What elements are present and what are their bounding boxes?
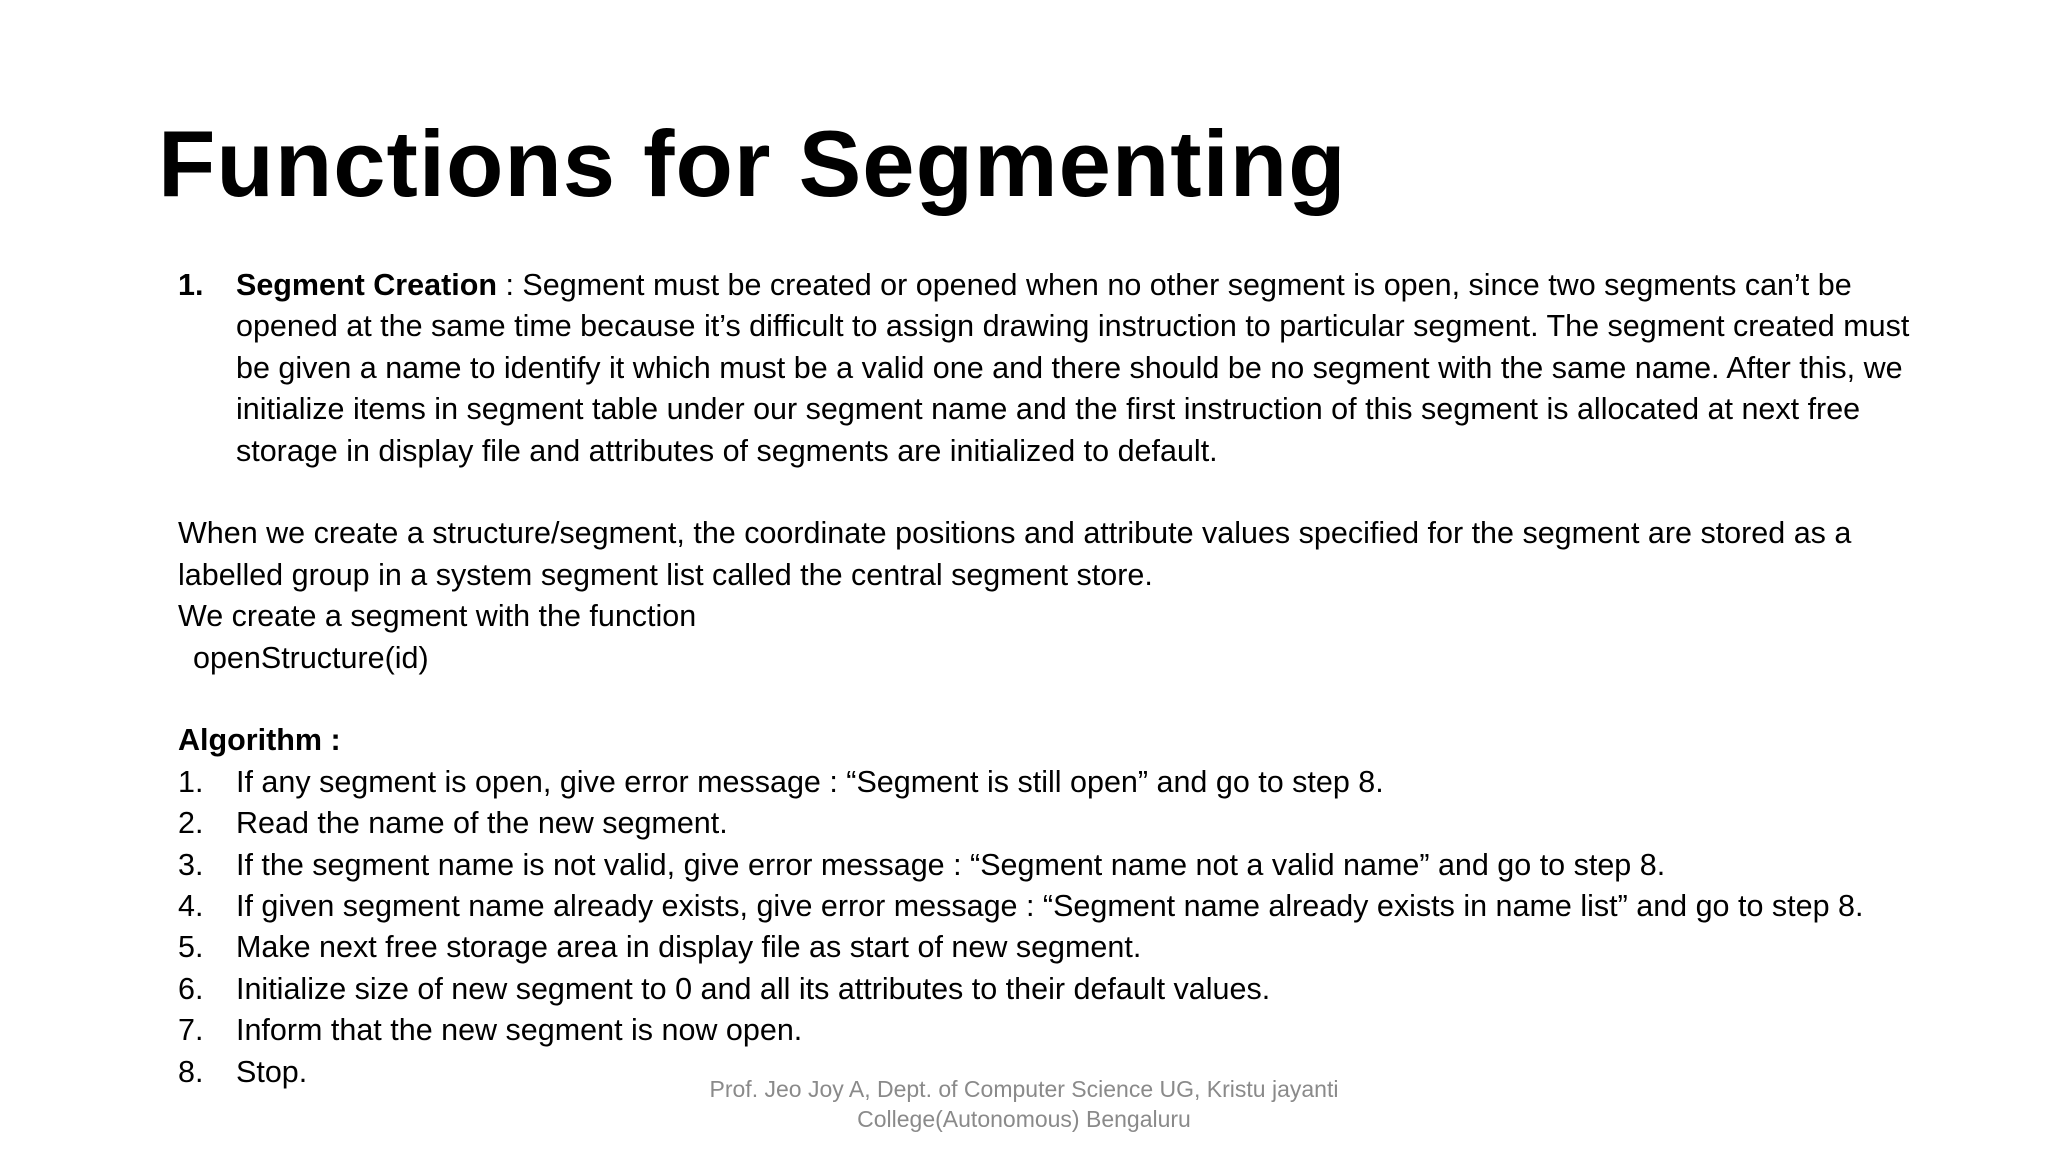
step-text: Read the name of the new segment. bbox=[236, 806, 728, 841]
step-text: Stop. bbox=[236, 1054, 308, 1089]
algorithm-steps bbox=[178, 762, 1938, 1093]
segment-creation-description: : Segment must be created or opened when no other segment is open, since two segments can’t be opened at the same time because it’s difficult to assign drawing instruction to particular segment. The segment created must be given a name to identify it which must be a valid one and there should be no segment with the same name. After this, we initialize items in segment table under our segment name and the first instruction of this segment is allocated at next free storage in display file and attributes of segments are initialized to default. bbox=[236, 268, 1910, 468]
step-number: 7. bbox=[178, 1013, 204, 1048]
algorithm-step bbox=[178, 969, 1938, 1010]
segment-creation-text bbox=[236, 265, 1938, 472]
footer-line-2: College(Autonomous) Bengaluru bbox=[857, 1106, 1191, 1132]
structure-paragraph: When we create a structure/segment, the coordinate positions and attribute values specified for the segment are stored as a labelled group in a system segment list called the central segment store. bbox=[178, 516, 1852, 592]
step-number: 5. bbox=[178, 930, 204, 965]
step-text: If any segment is open, give error message : “Segment is still open” and go to step 8. bbox=[236, 764, 1384, 799]
function-call: openStructure(id) bbox=[193, 640, 429, 675]
slide-footer bbox=[0, 1074, 2048, 1134]
step-text: If the segment name is not valid, give error message : “Segment name not a valid name” and go to step 8. bbox=[236, 847, 1666, 882]
segment-creation-label: Segment Creation bbox=[236, 268, 497, 302]
algorithm-heading: Algorithm : bbox=[178, 723, 341, 758]
algorithm-step bbox=[178, 927, 1938, 968]
slide-title: Functions for Segmenting bbox=[158, 111, 1347, 216]
step-text: Make next free storage area in display file as start of new segment. bbox=[236, 930, 1142, 965]
function-intro: We create a segment with the function bbox=[178, 599, 697, 634]
algorithm-step bbox=[178, 1010, 1938, 1051]
step-number: 8. bbox=[178, 1054, 204, 1089]
step-number: 3. bbox=[178, 847, 204, 882]
segment-creation-item bbox=[178, 265, 1938, 472]
algorithm-step bbox=[178, 845, 1938, 886]
step-text: Inform that the new segment is now open. bbox=[236, 1013, 803, 1048]
step-number: 4. bbox=[178, 889, 204, 924]
algorithm-step bbox=[178, 803, 1938, 844]
footer-line-1: Prof. Jeo Joy A, Dept. of Computer Science UG, Kristu jayanti bbox=[709, 1076, 1339, 1102]
step-number: 1. bbox=[178, 764, 204, 799]
slide-body bbox=[178, 265, 1938, 1093]
algorithm-step bbox=[178, 762, 1938, 803]
step-number: 6. bbox=[178, 971, 204, 1006]
spacer bbox=[178, 679, 1938, 720]
algorithm-step bbox=[178, 886, 1938, 927]
spacer bbox=[178, 472, 1938, 513]
step-number: 2. bbox=[178, 806, 204, 841]
step-text: If given segment name already exists, give error message : “Segment name already exists in name list” and go to step 8. bbox=[236, 889, 1864, 924]
segment-creation-number: 1. bbox=[178, 268, 204, 302]
step-text: Initialize size of new segment to 0 and all its attributes to their default values. bbox=[236, 971, 1271, 1006]
